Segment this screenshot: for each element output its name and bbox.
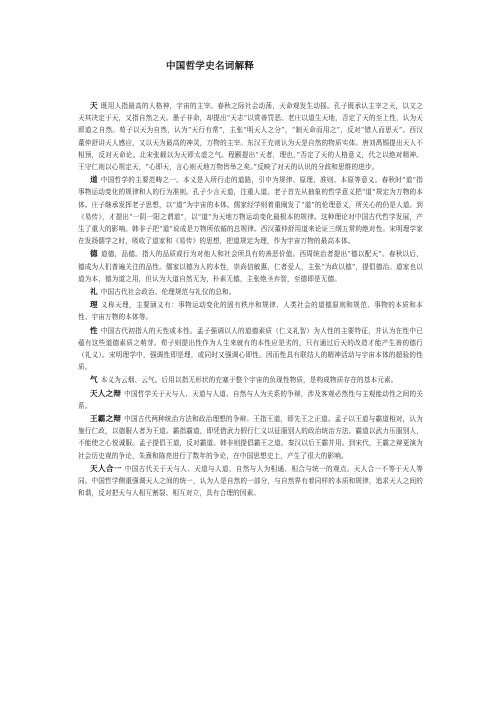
entry-dao [78, 174, 423, 247]
entry-text: 道德，品德。指人的品质或行为对他人和社会所具有的善恶价值。西周统治者提出“德以配天”。春秋以后，德成为人们普遍关注的品性。儒家以德为人的本性，崇尚信敏惠，仁者爱人，主张“为政以德”，提倡德治。道家也以道为本，德为道之用，但认为大道自然无为，朴素无德，主张绝圣弃智，至德即是无德。 [78, 250, 423, 283]
entry-text: 中国古代两种统治方法和政治理想的争辩。王指王道，即先王之正道。孟子以王道与霸道相对，认为施行仁政，以德服人者为王道。霸指霸道，即凭借武力假行仁义以征服别人的政治统治方法。霸道以武力压服别人，不能使之心悦诚服。孟子提倡王道，反对霸道。韩非则提倡霸王之道。秦汉以后王霸并用。到宋代，王霸之辩更演为社会历史观的争论，朱熹和陈亮进行了数年的争论，在中国思想史上，产生了很大的影响。 [78, 415, 423, 460]
entry-term: 礼 [90, 287, 98, 297]
entry-text: 中国哲学的主要范畴之一。本义是人所行走的道路，引申为规律、原理、准则、本原等意义。春秋时“道”指事物运动变化的规律和人的行为准则。孔子少言天道，注重人道。老子首先从抽象的哲学意义把“道”规定为万物的本体。庄子继承发挥老子思想，以“道”为宇宙的本体。儒家经学则着重阐发了“道”的伦理意义，所关心的仍是人道。到《易传》，才提出“一阴一阳之谓道”，以“道”为天地万物运动变化最根本的规律。这种理论对中国古代哲学发展，产生了重大的影响。韩非子把“道”说成是万物所依循的总规律。西汉董仲舒用道来论证三纲五常的绝对性。宋明理学家在发扬儒学之时，吸收了道家和《易传》的思想，把道规定为理，作为宇宙万物的最高本体。 [78, 176, 423, 246]
entry-text: 中国古代关于天与人、天道与人道、自然与人为相通、相合与统一的观点。天人合一不等于天人等同。中国哲学侧重强调天人之间的统一，认为人是自然的一部分，与自然界有着同样的本质和规律，追求天人之间的和谐，反对把天与人相互割裂、相互对立，具有合理的因素。 [78, 464, 423, 498]
entry-text: 中国古代初指人的天性或本性。孟子强调以人的道德素质（仁义礼智）为人性的主要特征，并认为在性中已蕴有这些道德素质之萌芽。荀子则提出性作为人生来就有的本性应是劣的，只有通过后天的改造才能产生善的德行（礼义）。宋明理学中，强调性即是理，或同时又强调心即性。因而性具有联结人的精神活动与宇宙本体的超验的性质。 [78, 326, 423, 372]
document-page [78, 58, 423, 501]
entry-term: 理 [90, 300, 99, 310]
entry-text: 中国哲学关于天与人、天道与人道、自然与人为关系的争辩，涉及客观必然性与主观能动性之间的关系。 [78, 389, 423, 410]
entry-term: 天 [90, 101, 98, 110]
entry-li-rites [78, 286, 423, 298]
entry-tianren-heyi [78, 463, 423, 500]
entry-de [78, 248, 423, 285]
entry-term: 性 [90, 325, 98, 335]
entry-text: 中国古代社会政治、伦理规范与礼仪的总和。 [100, 288, 236, 297]
entry-term: 道 [90, 175, 98, 185]
entry-term: 气 [90, 375, 98, 385]
entry-text: 本义为云烟、云气。后用以指无形状的充塞于整个宇宙的负现性物质，是构成物质存在的基本元素。 [100, 376, 398, 385]
entry-tianren-debate [78, 388, 423, 412]
document-title: 中国哲学史名词解释 [166, 61, 255, 72]
entry-term: 王霸之辩 [90, 414, 122, 424]
entry-tian [78, 100, 423, 173]
entry-qi [78, 374, 423, 386]
entry-xing [78, 325, 423, 374]
entry-term: 天人之辩 [90, 388, 122, 398]
entry-wangba-debate [78, 413, 423, 462]
entry-li-principle [78, 299, 423, 323]
entry-term: 天人合一 [90, 463, 122, 473]
entry-term: 德 [90, 249, 98, 259]
entry-text: 义称天理，主要涵义有：事物运动变化的固有秩序和规律、人类社会的道德原则和规范、事物的本质和本性、宇宙万物的本体等。 [78, 301, 423, 322]
entry-text: 既用人指最高的人格神，宇宙的主宰。春秋之际社会动荡，天命观发生动摇。孔子既承认主宰之天，以文之天其决定于天，又指自然之天。墨子非命，却提出“天志”以赏善罚恶。老庄以道生天地，否定了天的至上性，认为天即道之自然。荀子以天为自然，认为“天行有常”，主张“明天人之分”，“制天命而用之”，反对“错人而思天”。西汉董仲舒讲天人感应，又以天为最高的神灵，万物的主宰。东汉王充则认为天是自然的物质实体。唐刘禹锡提出天人不相预，反对天命论。北宋张载以为天即太虚之气。程颢提出“天者，理也，”否定了天的人格意义，代之以绝对精神。王守仁则以心规定天，“心即天，言心则天地万物皆举之矣。”反映了对天的认识的分歧和思维的进步。 [78, 102, 423, 172]
